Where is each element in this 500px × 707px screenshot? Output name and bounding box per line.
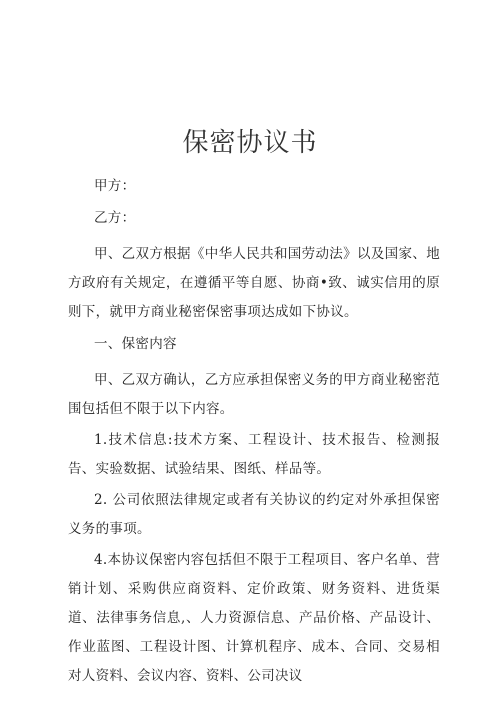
item-4-paragraph: 4.本协议保密内容包括但不限于工程项目、客户名单、营销计划、采购供应商资料、定价政策、财务资料、进货渠道、法律事务信息,、人力资源信息、产品价格、产品设计、作业蓝图、工程设计图、计算机程序、成本、合同、交易相对人资料、会议内容、资料、公司决议 [68,552,440,684]
section-1-heading: 一、保密内容 [94,336,177,352]
item-1-paragraph: 1.技术信息:技术方案、工程设计、技术报告、检测报告、实验数据、试验结果、图纸、样品等。 [68,432,440,477]
document-title: 保密协议书 [182,128,318,158]
party-a-line: 甲方： [94,178,136,194]
item-2-paragraph: 2. 公司依照法律规定或者有关协议的约定对外承担保密义务的事项。 [68,492,440,537]
intro-paragraph: 甲、乙双方根据《中华人民共和国劳动法》以及国家、地方政府有关规定，在遵循平等自愿、协商•致、诚实信用的原则下，就甲方商业秘密保密事项达成如下协议。 [68,246,440,320]
party-b-line: 乙方： [94,210,136,226]
section-1-paragraph: 甲、乙双方确认，乙方应承担保密义务的甲方商业秘密范围包括但不限于以下内容。 [68,372,440,417]
